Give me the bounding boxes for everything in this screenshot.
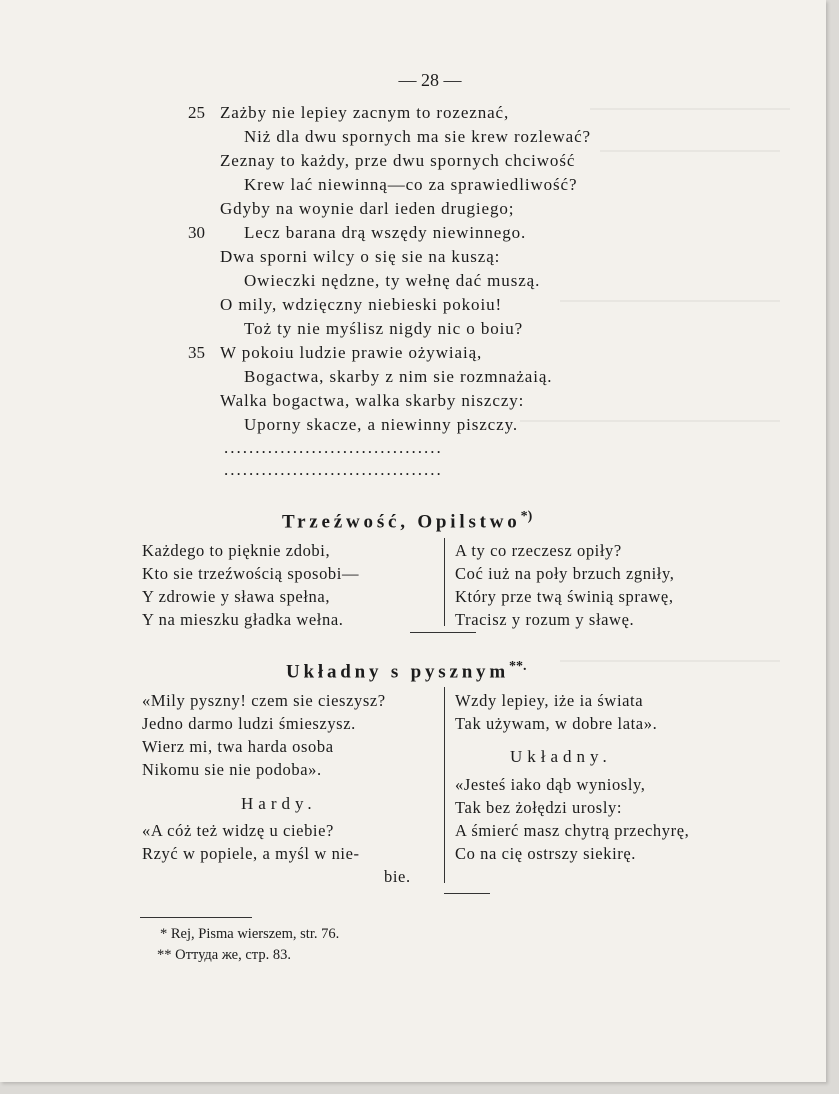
section-title: [286, 659, 526, 683]
verse-line: Co na cię ostrszy siekirę.: [455, 844, 637, 863]
verse-line: Wierz mi, twa harda osoba: [142, 737, 334, 756]
poem-line: Gdyby na woynie darl ieden drugiego;: [220, 199, 515, 218]
poem-line: Niż dla dwu spornych ma sie krew rozlewać?: [244, 127, 591, 146]
bleed-through: [560, 660, 780, 662]
column-divider: [444, 538, 445, 626]
line-number: 30: [188, 223, 205, 242]
poem-line: Krew lać niewinną—co za sprawiedliwość?: [244, 175, 578, 194]
footnote-mark: *: [160, 926, 168, 942]
verse-line: Jedno darmo ludzi śmieszysz.: [142, 714, 356, 733]
verse-line: Nikomu sie nie podoba».: [142, 760, 322, 779]
verse-line: A ty co rzeczesz opiły?: [455, 541, 622, 560]
footnote-text: Оттуда же, стр. 83.: [175, 947, 291, 963]
ellipsis-row: ...................................: [224, 438, 443, 457]
bleed-through: [590, 108, 790, 110]
verse-line: A śmierć masz chytrą przechyrę,: [455, 821, 690, 840]
footnote-rule: [140, 917, 252, 918]
verse-line: Rzyć w popiele, a myśl w nie-: [142, 844, 360, 863]
poem-line: Uporny skacze, a niewinny piszczy.: [244, 415, 519, 434]
section-title-text: Trzeźwość, Opilstwo: [282, 511, 521, 533]
verse-line: Tracisz y rozum y sławę.: [455, 610, 635, 629]
poem-line: Toż ty nie myślisz nigdy nic o boiu?: [244, 319, 524, 338]
footnote-mark: **: [157, 947, 172, 963]
footnote: [160, 926, 339, 943]
speaker-name: Układny.: [510, 747, 612, 766]
verse-line: «Jesteś iako dąb wyniosly,: [455, 775, 646, 794]
verse-line: Wzdy lepiey, iże ia świata: [455, 691, 644, 710]
poem-line: Lecz barana drą wszędy niewinnego.: [244, 223, 527, 242]
verse-line: Y zdrowie y sława spełna,: [142, 587, 331, 606]
poem-line: Zażby nie lepiey zacnym to rozeznać,: [220, 103, 510, 122]
footnote-text: Rej, Pisma wierszem, str. 76.: [170, 926, 340, 942]
speaker-name: Hardy.: [241, 794, 317, 813]
section-rule: [444, 893, 490, 894]
ellipsis-row: ...................................: [224, 460, 443, 479]
poem-line: Dwa sporni wilcy o się sie na kuszą:: [220, 247, 501, 266]
section-rule: [410, 632, 476, 633]
line-number: 35: [188, 343, 205, 362]
line-number: 25: [188, 103, 205, 122]
footnote: [157, 947, 291, 964]
page-number: — 28 —: [398, 70, 462, 90]
poem-line: Zeznay to każdy, prze dwu spornych chciwość: [220, 151, 576, 170]
poem-line: Bogactwa, skarby z nim sie rozmnażaią.: [244, 367, 553, 386]
poem-line: Owieczki nędzne, ty wełnę dać muszą.: [244, 271, 541, 290]
verse-line: «A cóż też widzę u ciebie?: [142, 821, 334, 840]
verse-line: Y na mieszku gładka wełna.: [142, 610, 344, 629]
section-title-text: Układny s pysznym: [286, 661, 509, 683]
verse-line: Tak używam, w dobre lata».: [455, 714, 658, 733]
poem-line: Walka bogactwa, walka skarby niszczy:: [220, 391, 525, 410]
verse-line: Kto sie trzeźwością sposobi—: [142, 564, 360, 583]
footnote-ref: *): [520, 509, 533, 524]
bleed-through: [560, 300, 780, 302]
footnote-ref: **.: [508, 659, 527, 674]
column-divider: [444, 687, 445, 883]
bleed-through: [520, 420, 780, 422]
bleed-through: [600, 150, 780, 152]
poem-line: O mily, wdzięczny niebieski pokoiu!: [220, 295, 503, 314]
verse-line-continuation: bie.: [384, 867, 411, 886]
verse-line: Tak bez żołędzi urosly:: [455, 798, 623, 817]
section-title: [282, 509, 532, 533]
verse-line: Każdego to pięknie zdobi,: [142, 541, 331, 560]
poem-line: W pokoiu ludzie prawie ożywiaią,: [220, 343, 483, 362]
verse-line: Coć iuż na poły brzuch zgniły,: [455, 564, 675, 583]
verse-line: Który prze twą świnią sprawę,: [455, 587, 674, 606]
verse-line: «Mily pyszny! czem sie cieszysz?: [142, 691, 386, 710]
